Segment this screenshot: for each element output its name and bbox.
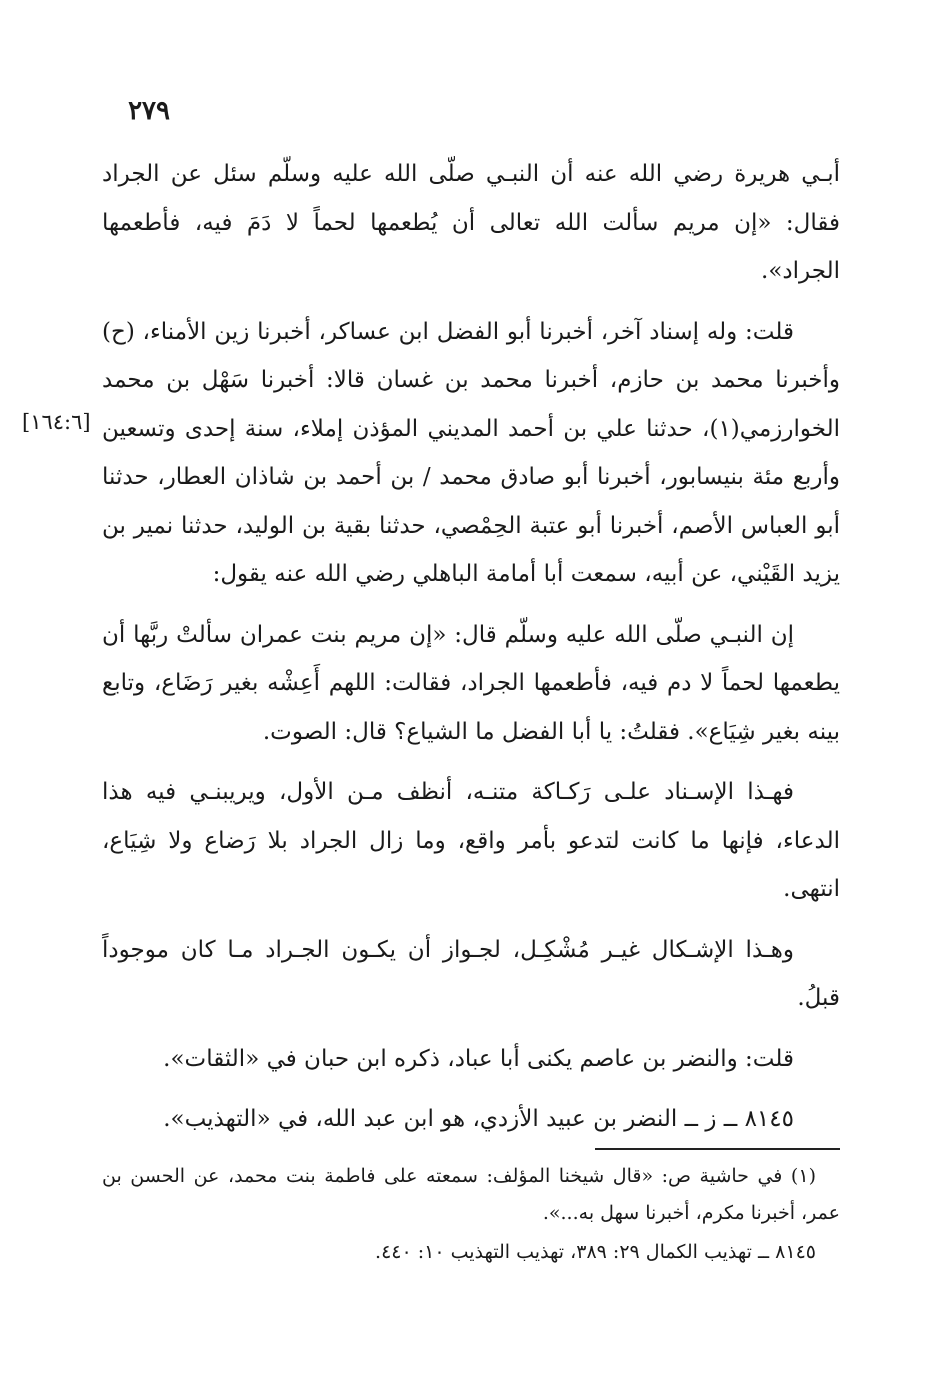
main-text — [102, 150, 840, 1156]
paragraph: قلت: والنضر بن عاصم يكنى أبا عباد، ذكره ابن حبان في «الثقات». — [163, 1045, 794, 1072]
paragraph: أبـي هريرة رضي الله عنه أن النبـي صلّى الله عليه وسلّم سئل عن الجراد فقال: «إن مريم سألت الله تعالى أن يُطعمها لحماً لا دَمَ فيه، فأطعمها الجراد». — [102, 161, 840, 284]
margin-reference: [١٦٤:٦] — [22, 410, 91, 434]
paragraph: قلت: وله إسناد آخر، أخبرنا أبو الفضل ابن عساكر، أخبرنا زين الأمناء، (ح) وأخبرنا محمد بن حازم، أخبرنا محمد بن غسان قالا: أخبرنا سَهْل بن محمد الخوارزمي(١)، حدثنا علي بن أحمد المديني المؤذن إملاء، سنة إحدى وتسعين وأربع مئة بنيسابور، أخبرنا أبو صادق محمد / بن أحمد بن شاذان العطار، حدثنا أبو العباس الأصم، أخبرنا أبو عتبة الحِمْصي، حدثنا بقية بن الوليد، حدثنا نمير بن يزيد القَيْني، عن أبيه، سمعت أبا أمامة الباهلي رضي الله عنه يقول: — [102, 318, 840, 587]
paragraph: وهـذا الإشـكال غيـر مُشْكِـل، لجـواز أن يكـون الجـراد مـا كان موجوداً قبلُ. — [102, 936, 840, 1011]
footnote: (١) في حاشية ص: «قال شيخنا المؤلف: سمعته على فاطمة بنت محمد، عن الحسن بن عمر، أخبرنا مكرم، أخبرنا سهل به...». — [102, 1165, 840, 1224]
page-number: ٢٧٩ — [128, 96, 170, 126]
source-reference: ٨١٤٥ ــ تهذيب الكمال ٢٩: ٣٨٩، تهذيب التهذيب ١٠: ٤٤٠. — [375, 1241, 816, 1263]
footnote-divider — [595, 1148, 840, 1150]
paragraph: فهـذا الإسـناد علـى رَكـاكة متنـه، أنظف مـن الأول، ويريبنـي فيه هذا الدعاء، فإنها ما كانت لتدعو بأمر واقع، وما زال الجراد بلا رَضاع ولا شِيَاع، انتهى. — [102, 779, 840, 902]
entry-heading: ٨١٤٥ ــ ز ــ النضر بن عبيد الأزدي، هو ابن عبد الله، في «التهذيب». — [163, 1106, 794, 1132]
footnotes — [102, 1158, 840, 1271]
paragraph: إن النبـي صلّى الله عليه وسلّم قال: «إن مريم بنت عمران سألتْ ربَّها أن يطعمها لحماً لا دم فيه، فأطعمها الجراد، فقالت: اللهم أَعِشْه بغير رَضَاع، وتابع بينه بغير شِيَاع». فقلتُ: يا أبا الفضل ما الشياع؟ قال: الصوت. — [102, 621, 840, 745]
